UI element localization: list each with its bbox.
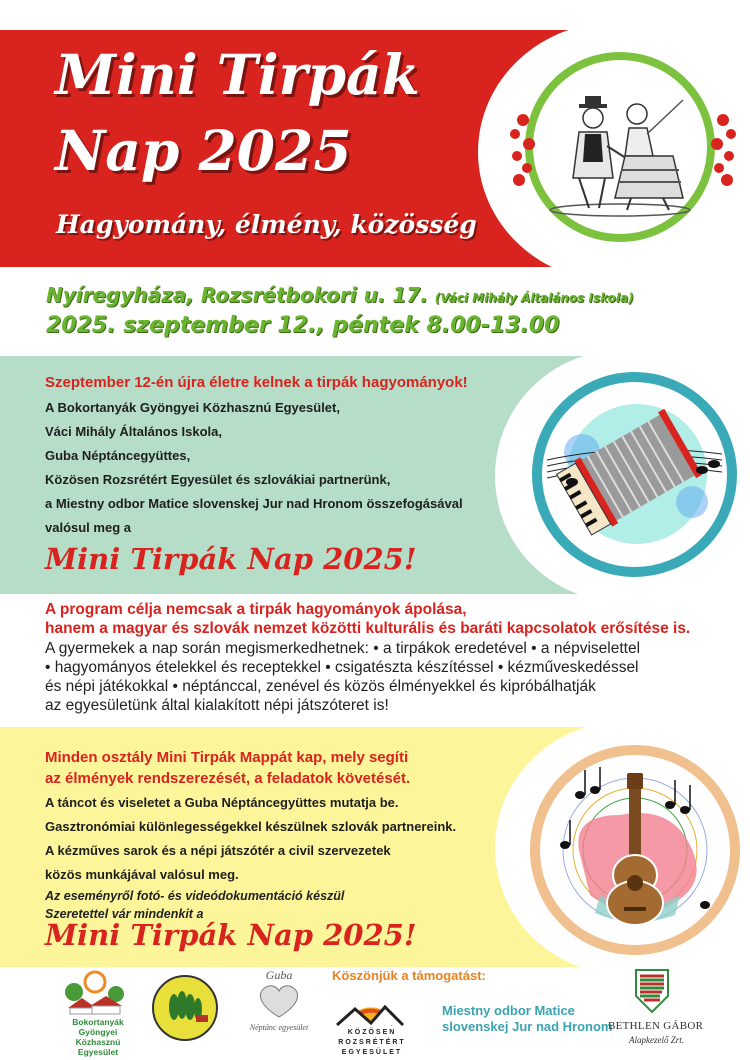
section1-line: valósul meg a bbox=[45, 520, 131, 535]
rozsretert-caption-line1: KÖZÖSEN ROZSRÉTÉRT bbox=[338, 1029, 406, 1046]
event-datetime: 2025. szeptember 12., péntek 8.00-13.00 bbox=[46, 313, 560, 338]
bokortanyak-logo-icon bbox=[60, 970, 130, 1015]
guba-logo bbox=[245, 968, 313, 1032]
event-address bbox=[46, 283, 634, 307]
section3-line: A kézműves sarok és a népi játszótér a civil szervezetek bbox=[45, 843, 391, 858]
guitar-icon bbox=[540, 755, 730, 945]
section3-line: közös munkájával valósul meg. bbox=[45, 867, 239, 882]
page-title-line2: Nap 2025 bbox=[55, 118, 352, 183]
section2-heading-line2: hanem a magyar és szlovák nemzet közötti kulturális és baráti kapcsolatok erősítése is. bbox=[45, 620, 691, 637]
section2-line: az egyesületünk által kialakított népi játszóteret is! bbox=[45, 697, 389, 714]
section2-line: és népi játékokkal • néptánccal, zenével és közös élményekkel és kipróbálhatják bbox=[45, 678, 596, 695]
guba-logo-subtitle: Néptánc egyesület bbox=[249, 1023, 309, 1032]
dancers-illustration bbox=[525, 52, 715, 242]
matica-line2: slovenskej Jur nad Hronom bbox=[442, 1019, 613, 1034]
section3-line: A táncot és viseletet a Guba Néptáncegyüttes mutatja be. bbox=[45, 795, 399, 810]
section3-line: Gasztronómiai különlegességekkel készülnek szlovák partnereink. bbox=[45, 819, 457, 834]
section3-heading-line2: az élmények rendszerezését, a feladatok követését. bbox=[45, 770, 411, 787]
section3-italic-line: Szeretettel vár mindenkit a bbox=[45, 907, 204, 921]
guba-heart-icon bbox=[254, 983, 304, 1019]
section2-line: • hagyományos ételekkel és receptekkel • csigatészta készítéssel • kézműveskedéssel bbox=[45, 659, 639, 676]
dancing-couple-icon bbox=[533, 60, 707, 234]
page-title-line1: Mini Tirpák bbox=[55, 42, 420, 107]
section1-heading: Szeptember 12-én újra életre kelnek a tirpák hagyományok! bbox=[45, 374, 468, 391]
section1-line: A Bokortanyák Gyöngyei Közhasznú Egyesület, bbox=[45, 400, 340, 415]
guba-logo-title: Guba bbox=[265, 968, 293, 982]
bokortanyak-logo-caption bbox=[58, 1017, 138, 1057]
matica-logo-text bbox=[442, 1003, 613, 1035]
bethlen-name: BETHLEN GÁBOR bbox=[608, 1020, 704, 1032]
vaci-school-logo bbox=[152, 975, 218, 1041]
bethlen-subtitle: Alapkezelő Zrt. bbox=[629, 1035, 684, 1045]
bokortanyak-caption-line2: Közhasznú Egyesület bbox=[75, 1037, 121, 1057]
cypress-trees-icon bbox=[154, 977, 216, 1039]
rozsretert-logo-caption bbox=[322, 1028, 422, 1058]
floral-ornament-left-icon bbox=[505, 110, 541, 190]
matica-line1: Miestny odbor Matice bbox=[442, 1003, 575, 1018]
accordion-icon bbox=[542, 382, 727, 567]
section1-line: Guba Néptáncegyüttes, bbox=[45, 448, 191, 463]
section1-event-name: Mini Tirpák Nap 2025! bbox=[45, 542, 417, 576]
section1-line: a Miestny odbor Matice slovenskej Jur nad Hronom összefogásával bbox=[45, 496, 463, 511]
page-subtitle: Hagyomány, élmény, közösség bbox=[56, 210, 477, 239]
section3-event-name: Mini Tirpák Nap 2025! bbox=[45, 918, 417, 952]
section1-line: Váci Mihály Általános Iskola, bbox=[45, 424, 223, 439]
school-name: (Váci Mihály Általános Iskola) bbox=[434, 291, 634, 305]
section3-italic-line: Az eseményről fotó- és videódokumentáció készül bbox=[45, 889, 345, 903]
guitar-illustration bbox=[530, 745, 740, 955]
section1-line: Közösen Rozsrétért Egyesület és szlovákiai partnerünk, bbox=[45, 472, 391, 487]
thanks-text: Köszönjük a támogatást: bbox=[332, 968, 486, 983]
floral-ornament-right-icon bbox=[705, 110, 741, 190]
section3-heading-line1: Minden osztály Mini Tirpák Mappát kap, mely segíti bbox=[45, 749, 409, 766]
section2-heading-line1: A program célja nemcsak a tirpák hagyományok ápolása, bbox=[45, 601, 467, 618]
accordion-illustration bbox=[532, 372, 737, 577]
address-text: Nyíregyháza, Rozsrétbokori u. 17. bbox=[46, 283, 428, 307]
bethlen-shield-icon bbox=[632, 966, 672, 1016]
rozsretert-caption-line2: EGYESÜLET bbox=[341, 1049, 403, 1056]
rozsretert-logo-icon bbox=[335, 985, 405, 1027]
section2-line: A gyermekek a nap során megismerkedhetnek: • a tirpákok eredetével • a népviselettel bbox=[45, 640, 641, 657]
bokortanyak-caption-line1: Bokortanyák Gyöngyei bbox=[72, 1017, 124, 1037]
